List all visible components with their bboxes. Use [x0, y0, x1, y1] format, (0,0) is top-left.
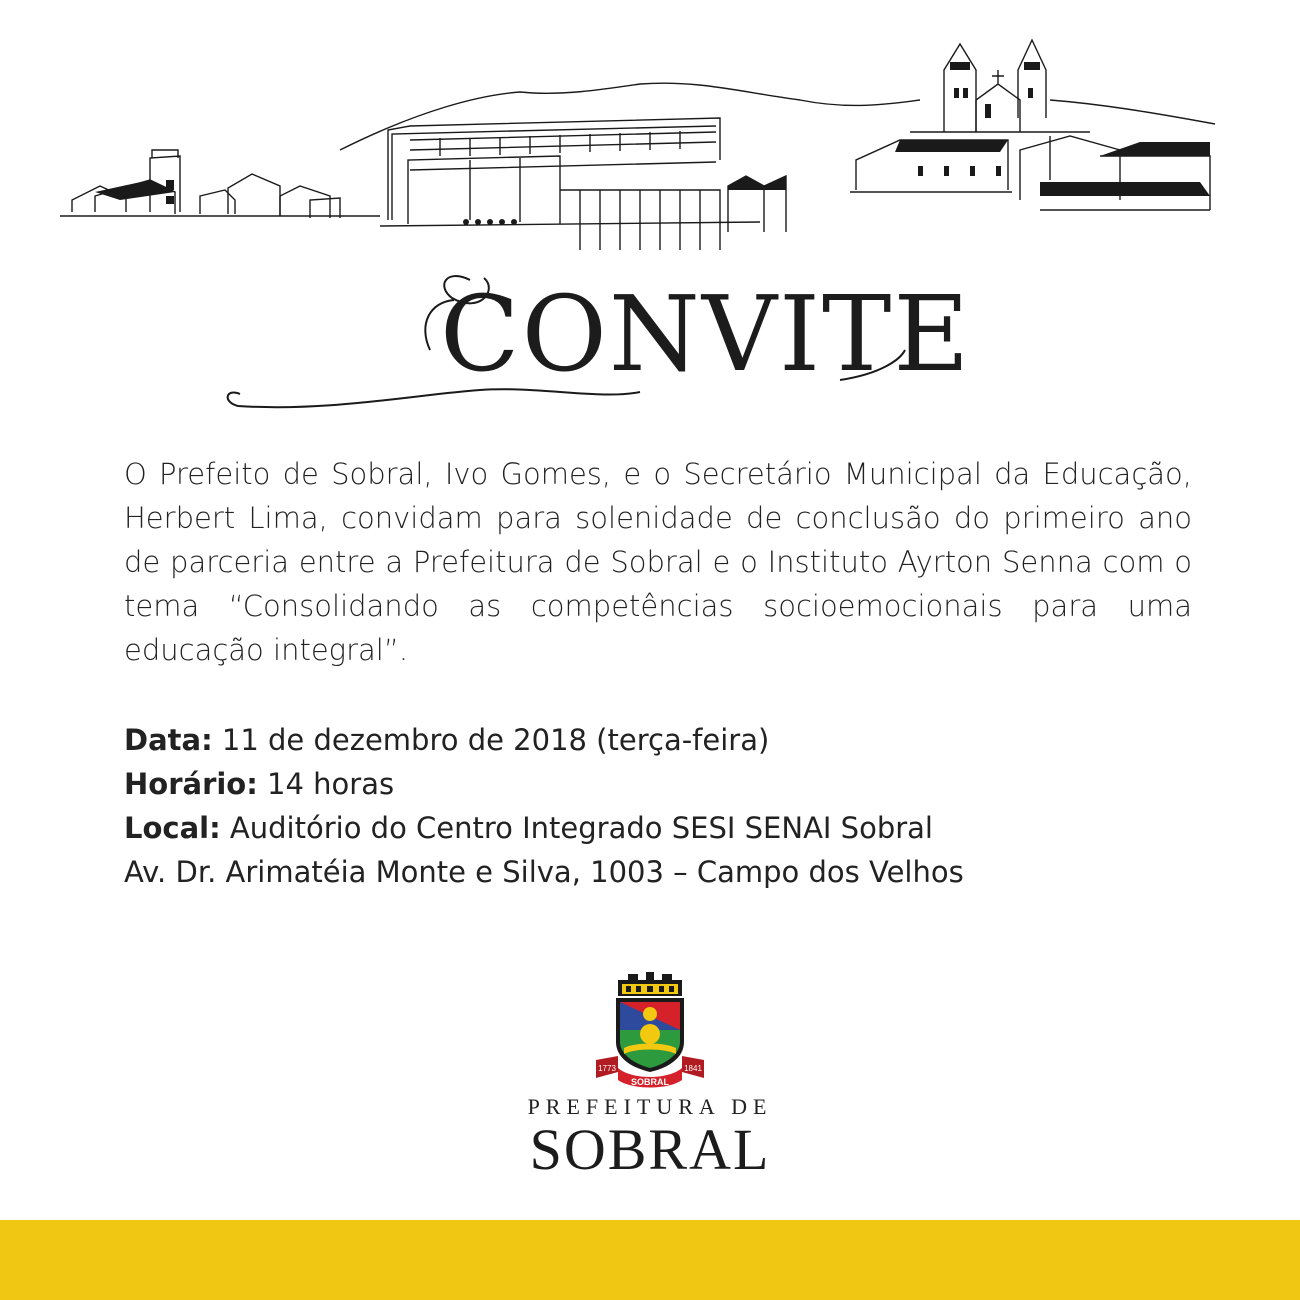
logo-subtitle: PREFEITURA DE — [527, 1094, 773, 1119]
invitation-body-text: O Prefeito de Sobral, Ivo Gomes, e o Secretário Municipal da Educação, Herbert Lima, convidam para solenidade de conclusão do primeiro ano de parceria entre a Prefeitura de Sobral e o Instituto Ayrton Senna com o tema “Consolidando as competências socioemocionais para uma educação integral”. — [124, 457, 1192, 667]
time-line — [124, 762, 1184, 806]
footer-color-band — [0, 1220, 1300, 1300]
event-details — [124, 718, 1184, 894]
date-label: Data: — [124, 723, 213, 757]
emblem-ribbon-text: SOBRAL — [631, 1077, 669, 1087]
time-value: 14 horas — [257, 767, 395, 801]
title-block — [0, 262, 1300, 432]
emblem-year-right: 1841 — [684, 1064, 702, 1073]
emblem-year-left: 1773 — [598, 1064, 616, 1073]
place-label: Local: — [124, 811, 221, 845]
place-value: Auditório do Centro Integrado SESI SENAI Sobral — [220, 811, 933, 845]
city-skyline-illustration — [0, 0, 1300, 260]
date-line — [124, 718, 1184, 762]
logo-city-name: SOBRAL — [529, 1117, 771, 1182]
date-value: 11 de dezembro de 2018 (terça-feira) — [212, 723, 770, 757]
place-line — [124, 806, 1184, 850]
coat-of-arms-emblem — [588, 968, 712, 1092]
address-line: Av. Dr. Arimatéia Monte e Silva, 1003 – Campo dos Velhos — [124, 855, 964, 889]
prefeitura-logo — [470, 968, 830, 1188]
invitation-title: CONVITE — [440, 273, 972, 395]
time-label: Horário: — [124, 767, 258, 801]
